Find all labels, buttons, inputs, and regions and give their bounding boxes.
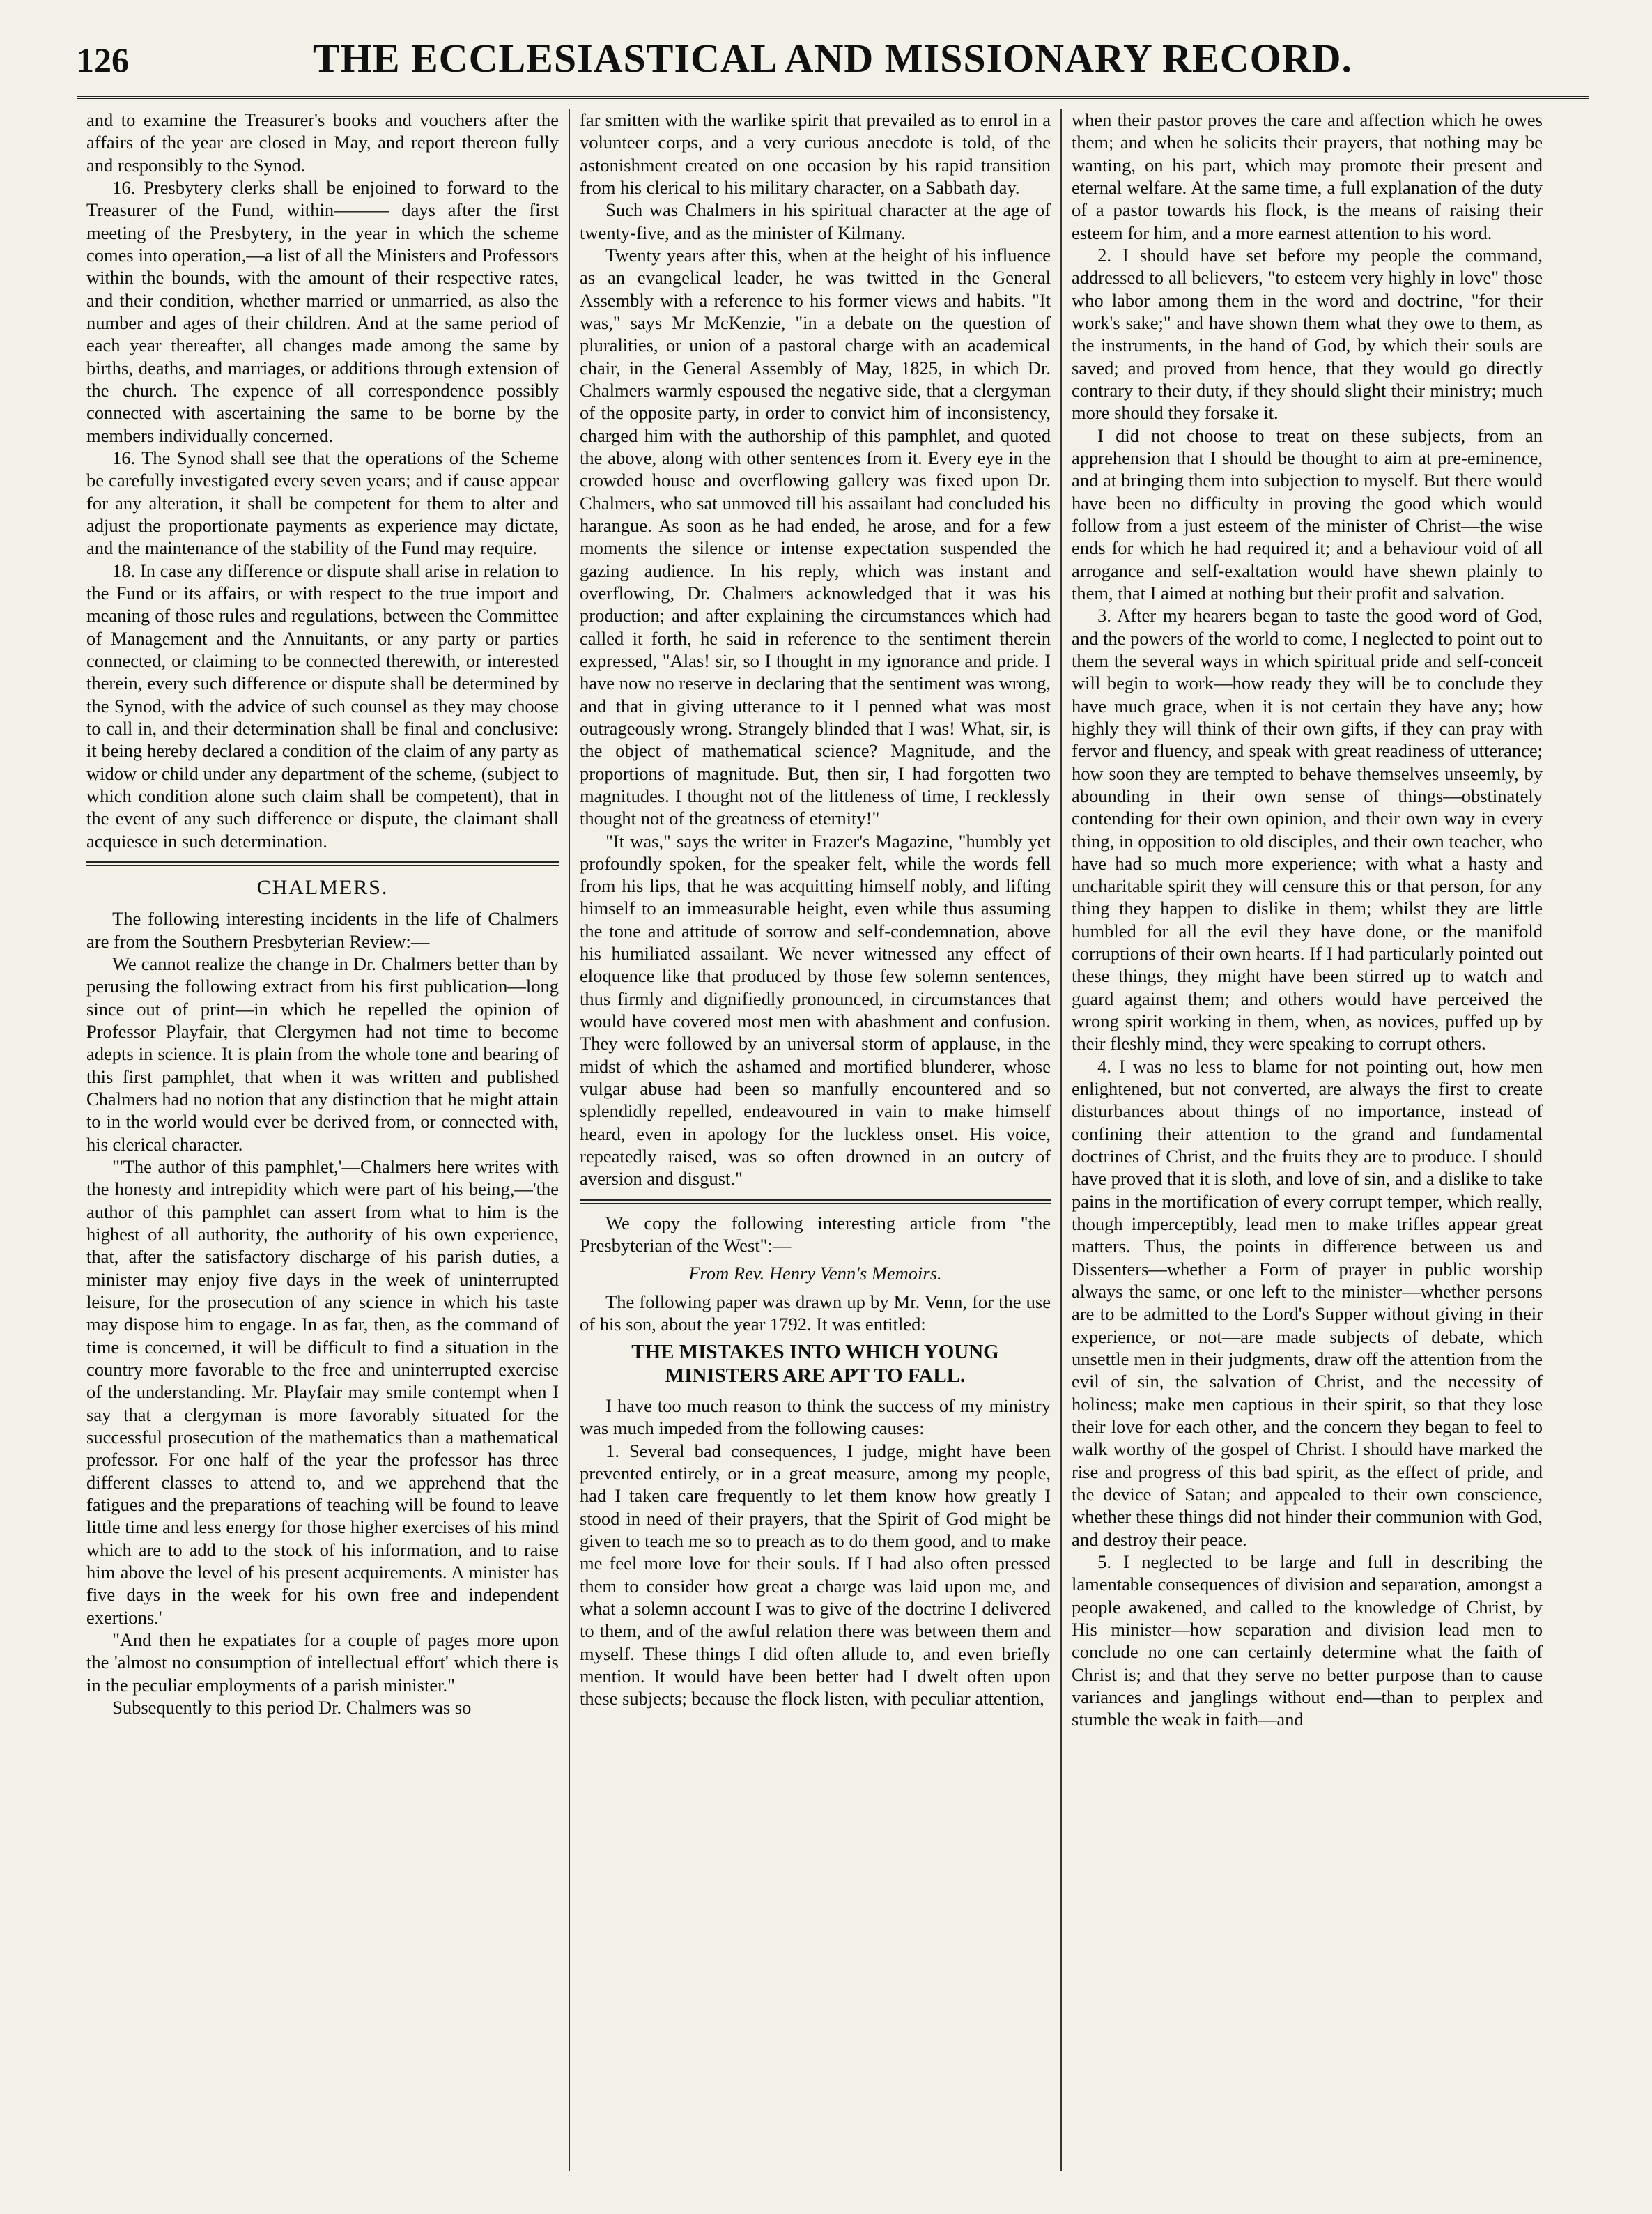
source-attribution: From Rev. Henry Venn's Memoirs. [688,1263,942,1284]
section-heading-chalmers: CHALMERS. [256,875,389,899]
column-2 [569,109,1060,2171]
paragraph: 3. After my hearers began to taste the good word of God, and the powers of the world to come, I neglected to point out to them the several ways in which spiritual pride and self-conceit will begin to work—how ready they will be to conclude they have much grace, when it is not certain they have any; how highly they will think of their own gifts, if they can pray with fervor and fluency, and speak with great readiness of utterance; how soon they are tempted to behave themselves unseemly, by abounding in their own sense of things—obstinately contending for their own opinion, and their own way in every thing, in opposition to old disciples, and their own teacher, who have had so much more experience; with what a hasty and uncharitable spirit they will censure this or that person, for any thing they happen to dislike in them; whilst they are little humbled for all the evil they have done, or the manifold corruptions of their own hearts. If I had particularly pointed out these things, they might have been stirred up to watch and guard against them; and others would have perceived the wrong spirit working in them, when, as novices, puffed up by their fleshly mind, they were speaking to corrupt others. [1072,605,1543,1054]
paragraph: and to examine the Treasurer's books and vouchers after the affairs of the year are closed in May, and report thereon fully and responsibly to the Synod. [86,109,559,176]
paragraph: when their pastor proves the care and affection which he owes them; and when he solicits their prayers, that nothing may be wanting, on his part, which may promote their present and eternal welfare. At the same time, a full explanation of the duty of a pastor towards his flock, is the means of raising their esteem for him, and a more earnest attention to his word. [1072,109,1543,243]
paragraph: 5. I neglected to be large and full in describing the lamentable consequences of division and separation, amongst a people awakened, and called to the knowledge of Christ, by His minister—how separation and division lead men to conclude no one can certainly determine what the faith of Christ is; and that they serve no better purpose than to cause variances and janglings without end—than to perplex and stumble the weak in faith—and [1072,1551,1543,1730]
page-header [77,35,1589,99]
paragraph: We copy the following interesting article from "the Presbyterian of the West":— [580,1212,1051,1256]
paragraph: We cannot realize the change in Dr. Chalmers better than by perusing the following extract from his first publication—long since out of print—in which he repelled the opinion of Professor Playfair, that Clergymen had not time to become adepts in science. It is plain from the whole tone and bearing of this first pamphlet, that when it was written and published Chalmers had no notion that any distinction that he might attain to in the world would ever be derived from, or connected with, his clerical character. [86,953,559,1155]
page-number: 126 [77,40,129,79]
paragraph: Such was Chalmers in his spiritual character at the age of twenty-five, and as the minister of Kilmany. [580,199,1051,243]
column-3 [1060,109,1552,2171]
newspaper-page [77,35,1589,2188]
paragraph: "'The author of this pamphlet,'—Chalmers here writes with the honesty and intrepidity which were part of his being,—'the author of this pamphlet can assert from what to him is the highest of all authority, the authority of his own experience, that, after the satisfactory discharge of his parish duties, a minister may enjoy five days in the week of uninterrupted leisure, for the prosecution of any science in which his taste may dispose him to engage. In as far, then, as the command of time is concerned, it will be difficult to find a situation in the country more favorable to the free and uninterrupted exercise of the understanding. Mr. Playfair may smile contempt when I say that a clergyman is more favorably situated for the successful prosecution of the mathematics than a mathematical professor. For one half of the year the professor has three different classes to attend to, and we apprehend that the fatigues and the preparations of teaching will be found to leave little time and less energy for those higher exercises of his mind which are to add to the stock of his information, and to raise him above the level of his present acquirements. A minister has five days in the week for his own free and independent exertions.' [86,1156,559,1628]
paragraph: The following paper was drawn up by Mr. Venn, for the use of his son, about the year 1792. It was entitled: [580,1291,1051,1335]
paragraph: "It was," says the writer in Frazer's Magazine, "humbly yet profoundly spoken, for the speaker felt, while the words fell from his lips, that he was acquitting himself nobly, and lifting himself to an immeasurable height, even while thus assuming the tone and attitude of sorrow and self-condemnation, above his humiliated assailant. We never witnessed any effect of eloquence like that produced by those few solemn sentences, thus firmly and dignifiedly pronounced, in circumstances that would have covered most men with abashment and confusion. They were followed by an universal storm of applause, in the midst of which the ashamed and mortified blunderer, whose vulgar abuse had been so manfully encountered and so splendidly repelled, endeavoured in vain to make himself heard, even in apology for the luckless onset. His voice, repeatedly raised, was so often drowned in an outcry of aversion and disgust." [580,830,1051,1190]
section-divider [86,861,559,866]
paragraph: 2. I should have set before my people the command, addressed to all believers, "to esteem very highly in love" those who labor among them in the word and doctrine, "for their work's sake;" and have shown them what they owe to them, as the instruments, in the hand of God, by which their souls are saved; and proved from hence, that they would go directly contrary to their duty, if they should slight their ministry; much more should they forsake it. [1072,244,1543,424]
paragraph: far smitten with the warlike spirit that prevailed as to enrol in a volunteer corps, and a very curious anecdote is told, of the astonishment created on one occasion by his rapid transition from his clerical to his military character, on a Sabbath day. [580,109,1051,198]
column-1 [77,109,569,2171]
paragraph: 16. Presbytery clerks shall be enjoined to forward to the Treasurer of the Fund, within——— days after the first meeting of the Presbytery, in the year in which the scheme comes into operation,—a list of all the Ministers and Professors within the bounds, with the amount of their respective rates, and their condition, whether married or unmarried, as also the number and ages of their children. And at the same period of each year thereafter, all changes made among the same by births, deaths, and marriages, or additions through extension of the church. The expence of all correspondence possibly connected with ascertaining the same to be borne by the members individually concerned. [86,176,559,446]
section-divider [580,1199,1051,1204]
paragraph: 4. I was no less to blame for not pointing out, how men enlightened, but not converted, are always the first to create disturbances about things of no importance, instead of confining their attention to the grand and fundamental doctrines of Christ, and the fruits they are to produce. I should have proved that it is sloth, and love of sin, and a dislike to take pains in the mortification of every corrupt temper, which really, though imperceptibly, lead men to make trifles appear great matters. Thus, the points in difference between us and Dissenters—whether a Form of prayer in public worship always the same, or one left to the minister—whether persons are to be admitted to the Lord's Supper without giving in their experience, or not—are made subjects of debate, which unsettle men in their judgments, draw off the attention from the evil of sin, the salvation of Christ, and the necessity of holiness; make men captious in their spirit, so that they lose their love for each other, and the concern they began to feel to walk worthy of the gospel of Christ. I should have marked the rise and progress of this bad spirit, as the effect of pride, and the device of Satan; and appealed to their own conscience, whether these things did not hinder their communion with God, and destroy their peace. [1072,1055,1543,1550]
paragraph: 1. Several bad consequences, I judge, might have been prevented entirely, or in a great measure, among my people, had I taken care frequently to let them know how greatly I stood in need of their prayers, that the Spirit of God might be given to teach me so to preach as to do them good, and to make me feel more love for their souls. If I had also often pressed them to consider how great a charge was laid upon me, and what a solemn account I was to give of the doctrine I delivered to them, and of the awful relation there was between them and myself. These things I did often allude to, and even briefly mention. It would have been better had I dwelt often upon these subjects; because the flock listen, with peculiar attention, [580,1440,1051,1709]
paragraph: Subsequently to this period Dr. Chalmers was so [112,1696,472,1718]
paragraph: "And then he expatiates for a couple of pages more upon the 'almost no consumption of intellectual effort' which there is in the peculiar employments of a parish minister." [86,1629,559,1696]
paragraph: I have too much reason to think the success of my ministry was much impeded from the following causes: [580,1395,1051,1439]
paragraph: 18. In case any difference or dispute shall arise in relation to the Fund or its affairs, or with respect to the true import and meaning of those rules and regulations, between the Committee of Management and the Annuitants, or any party or parties connected, or claiming to be connected therewith, or interested therein, every such difference or dispute shall be determined by the Synod, with the advice of such counsel as they may choose to call in, and their determination shall be final and conclusive: it being hereby declared a condition of the claim of any party as widow or child under any department of the scheme, (subject to which condition alone such claim shall be competent), that in the event of any such difference or dispute, the claimant shall acquiesce in such determination. [86,560,559,852]
paragraph: The following interesting incidents in the life of Chalmers are from the Southern Presbyterian Review:— [86,908,559,952]
paragraph: I did not choose to treat on these subjects, from an apprehension that I should be thought to aim at pre-eminence, and at bringing them into subjection to myself. But there would have been no difficulty in proving the good which would follow from a just esteem of the minister of Christ—the wise ends for which he had required it; and a behaviour void of all arrogance and self-exaltation would have shewn plainly to them, that I aimed at nothing but their profit and salvation. [1072,424,1543,604]
paragraph: 16. The Synod shall see that the operations of the Scheme be carefully investigated every seven years; and if cause appear for any alteration, it shall be competent for them to alter and adjust the proportionate payments as experience may dictate, and the maintenance of the stability of the Fund may require. [86,447,559,559]
text-columns [77,109,1589,2171]
journal-title: THE ECCLESIASTICAL AND MISSIONARY RECORD. [313,36,1352,81]
article-title: THE MISTAKES INTO WHICH YOUNG MINISTERS ARE APT TO FALL. [631,1341,999,1387]
paragraph: Twenty years after this, when at the height of his influence as an evangelical leader, he was twitted in the General Assembly with a reference to his former views and habits. "It was," says Mr McKenzie, "in a debate on the question of pluralities, or union of a pastoral charge with an academical chair, in the General Assembly of May, 1825, in which Dr. Chalmers warmly espoused the negative side, that a clergyman of the opposite party, in order to convict him of inconsistency, charged him with the authorship of this pamphlet, and quoted the above, along with other sentences from it. Every eye in the crowded house and overflowing gallery was fixed upon Dr. Chalmers, who sat unmoved till his assailant had concluded his harangue. As soon as he had ended, he arose, and for a few moments the silence or intense expectation suspended the gazing audience. In his reply, which was instant and overflowing, Dr. Chalmers acknowledged that it was his production; and after explaining the circumstances which had called it forth, he said in reference to the sentiment therein expressed, "Alas! sir, so I thought in my ignorance and pride. I have now no reserve in declaring that the sentiment was wrong, and that in giving utterance to it I penned what was most outrageously wrong. Strangely blinded that I was! What, sir, is the object of mathematical science? Magnitude, and the proportions of magnitude. But, then sir, I had forgotten two magnitudes. I thought not of the littleness of time, I recklessly thought not of the greatness of eternity!" [580,244,1051,829]
